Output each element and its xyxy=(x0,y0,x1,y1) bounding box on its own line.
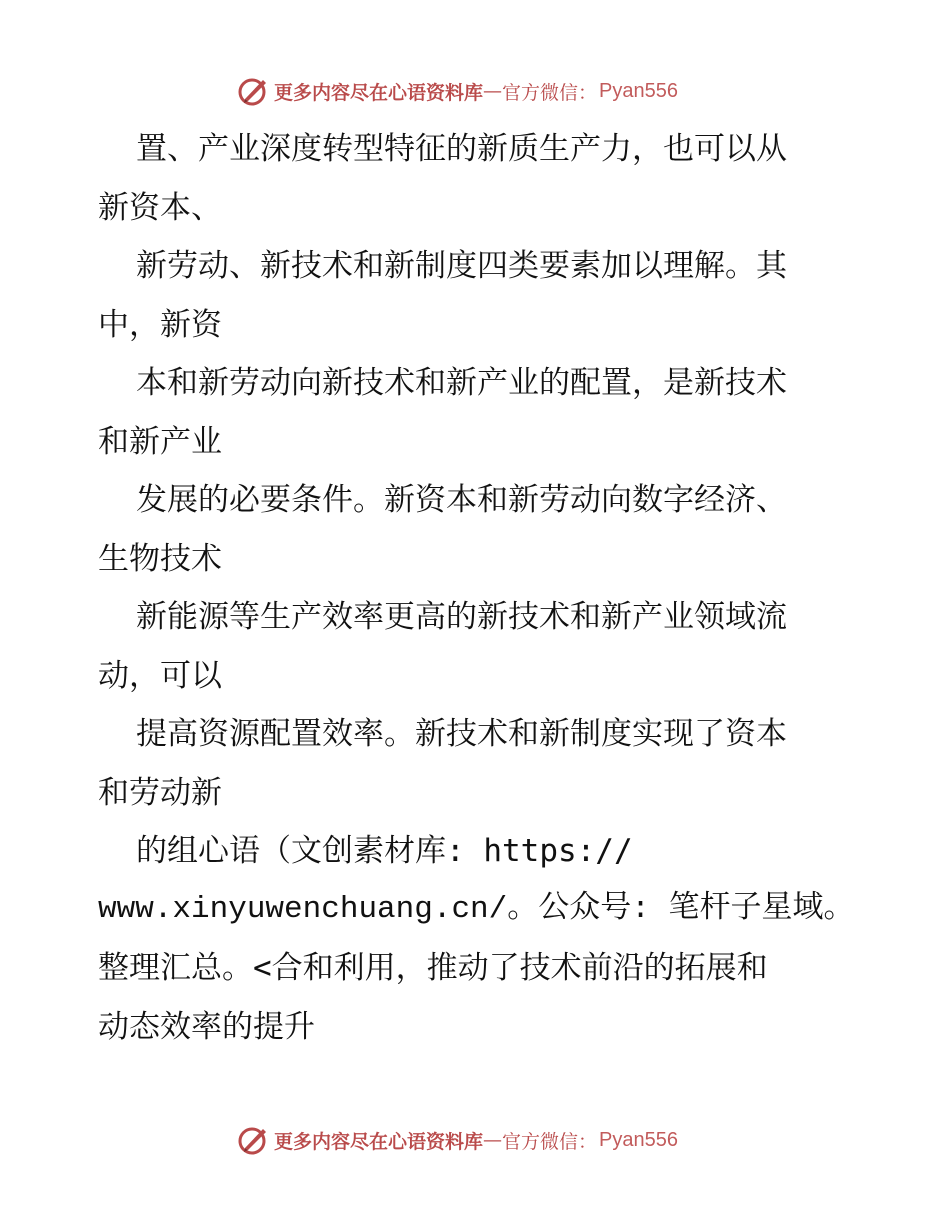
banner-wechat-label: 官方微信： xyxy=(502,1130,598,1153)
body-line: 新资本、 xyxy=(98,189,222,226)
body-line: 中，新资 xyxy=(98,306,222,343)
body-line: 提高资源配置效率。新技术和新制度实现了资本 xyxy=(136,716,787,752)
banner-wechat-id: Pyan556 xyxy=(599,79,678,102)
body-line: 发展的必要条件。新资本和新劳动向数字经济、 xyxy=(136,482,787,518)
body-line: 和劳动新 xyxy=(98,774,222,811)
footer-banner xyxy=(236,1123,716,1157)
banner-separator: — xyxy=(483,1129,503,1151)
quill-pen-logo-icon xyxy=(236,1123,270,1157)
body-line: 置、产业深度转型特征的新质生产力，也可以从 xyxy=(136,131,787,167)
banner-wechat-id: Pyan556 xyxy=(599,1128,678,1151)
banner-wechat-label: 官方微信： xyxy=(502,81,598,104)
banner-title: 更多内容尽在心语资料库 xyxy=(274,81,484,104)
body-line: 动，可以 xyxy=(98,657,222,694)
body-line: 和新产业 xyxy=(98,423,222,460)
quill-pen-logo-icon xyxy=(236,74,270,108)
body-line: 新能源等生产效率更高的新技术和新产业领域流 xyxy=(136,599,787,635)
body-line: 新劳动、新技术和新制度四类要素加以理解。其 xyxy=(136,248,787,284)
body-line: 的组心语（文创素材库: https:// xyxy=(136,833,633,869)
header-banner xyxy=(236,74,716,108)
body-line: 本和新劳动向新技术和新产业的配置，是新技术 xyxy=(136,365,787,401)
body-text xyxy=(98,120,858,1056)
body-line: 整理汇总。<合和利用，推动了技术前沿的拓展和 xyxy=(98,950,768,986)
body-line: 生物技术 xyxy=(98,540,222,577)
banner-separator: — xyxy=(483,80,503,102)
body-line: www.xinyuwenchuang.cn/。公众号: 笔杆子星域。 xyxy=(98,891,855,927)
body-line: 动态效率的提升 xyxy=(98,1008,315,1045)
banner-title: 更多内容尽在心语资料库 xyxy=(274,1130,484,1153)
